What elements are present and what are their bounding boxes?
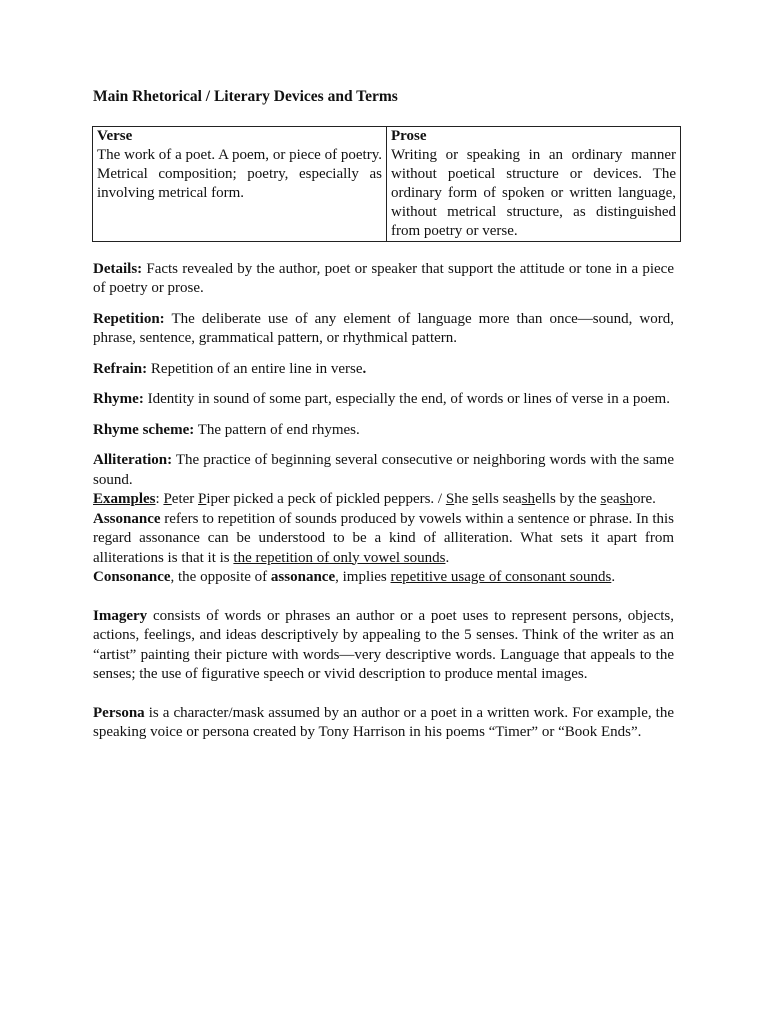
- verse-cell: [93, 126, 387, 241]
- examples-colon: :: [155, 491, 164, 507]
- consonance-underlined: repetitive usage of consonant sounds: [390, 569, 612, 585]
- example-underlined-letter: s: [472, 491, 478, 507]
- rhyme-scheme-text: The pattern of end rhymes.: [194, 421, 360, 438]
- example-underlined-letters: sh: [619, 491, 633, 507]
- example-text: eter: [171, 491, 199, 507]
- example-underlined-letters: sh: [521, 491, 536, 507]
- consonance-period: .: [611, 569, 616, 585]
- rhyme-term: Rhyme:: [93, 391, 144, 407]
- refrain-term: Refrain:: [93, 360, 148, 377]
- persona-text: is a character/mask assumed by an author or a poet in a written work. For example, the speaking voice or persona created by Tony Harrison in his poems “Timer” or “Book Ends”.: [93, 704, 674, 740]
- alliteration-term: Alliteration:: [93, 452, 173, 468]
- details-term: Details:: [93, 260, 143, 277]
- rhyme-scheme-term: Rhyme scheme:: [93, 421, 195, 438]
- verse-prose-table: [92, 126, 681, 242]
- refrain-entry: [93, 360, 674, 380]
- imagery-term: Imagery: [93, 607, 148, 624]
- consonance-text: , implies: [335, 569, 391, 585]
- assonance-period: .: [445, 549, 450, 566]
- example-text: ore.: [632, 491, 656, 507]
- example-text: he: [454, 491, 473, 507]
- consonance-text: , the opposite of: [170, 569, 271, 585]
- rhyme-scheme-entry: [93, 421, 674, 441]
- assonance-entry: [93, 510, 674, 569]
- prose-cell: [387, 126, 681, 241]
- rhyme-entry: [93, 390, 674, 410]
- example-text: iper picked a peck of pickled peppers. /: [206, 491, 446, 507]
- consonance-assonance-term: assonance: [270, 569, 336, 585]
- alliteration-entry: [93, 451, 674, 490]
- repetition-entry: [93, 310, 674, 349]
- example-text: ells: [477, 491, 503, 507]
- examples-label: Examples: [93, 491, 156, 507]
- rhyme-text: Identity in sound of some part, especially the end, of words or lines of verse in a poem.: [143, 391, 670, 407]
- persona-entry: [93, 704, 674, 743]
- example-underlined-letter: S: [445, 491, 455, 507]
- verse-definition: The work of a poet. A poem, or piece of poetry. Metrical composition; poetry, especially as involving metrical form.: [97, 146, 382, 201]
- imagery-text: consists of words or phrases an author or a poet uses to represent persons, objects, actions, feelings, and ideas descriptively by appealing to the 5 senses. Think of the writer as an “artist” painting their picture with words—very descriptive words. Language that appeals to the senses; the use of figurative speech or vivid description to produce mental images.: [93, 607, 674, 682]
- persona-term: Persona: [93, 704, 145, 721]
- prose-definition: Writing or speaking in an ordinary manner without poetical structure or devices. The ordinary form of spoken or written language, without metrical structure, as distinguished from poetry or verse.: [391, 146, 676, 239]
- verse-heading: Verse: [97, 127, 133, 144]
- consonance-term: Consonance: [93, 569, 171, 585]
- imagery-entry: [93, 607, 674, 685]
- refrain-text: Repetition of an entire line in verse: [147, 360, 363, 377]
- prose-heading: Prose: [391, 127, 427, 144]
- consonance-entry: [93, 568, 674, 588]
- assonance-text: refers to repetition of sounds produced by vowels within a sentence or phrase. In this regard assonance can be understood to be a kind of alliteration. What sets it apart from alliterations is that it is: [93, 510, 674, 566]
- alliteration-examples: [93, 490, 674, 510]
- page-title: Main Rhetorical / Literary Devices and Terms: [93, 88, 398, 105]
- example-text: ells by the: [535, 491, 601, 507]
- refrain-period: .: [362, 360, 367, 377]
- details-text: Facts revealed by the author, poet or speaker that support the attitude or tone in a piece of poetry or prose.: [93, 260, 674, 296]
- example-text: ea: [606, 491, 620, 507]
- details-entry: [93, 260, 674, 299]
- assonance-term: Assonance: [93, 510, 161, 527]
- repetition-term: Repetition:: [93, 310, 165, 327]
- example-text: sea: [502, 491, 522, 507]
- example-underlined-letter: P: [198, 491, 207, 507]
- repetition-text: The deliberate use of any element of language more than once—sound, word, phrase, sentence, grammatical pattern, or rhythmical pattern.: [93, 310, 674, 346]
- alliteration-text: The practice of beginning several consecutive or neighboring words with the same sound.: [93, 452, 674, 488]
- example-underlined-letter: s: [600, 491, 607, 507]
- assonance-underlined: the repetition of only vowel sounds: [233, 549, 446, 566]
- example-underlined-letter: P: [163, 491, 172, 507]
